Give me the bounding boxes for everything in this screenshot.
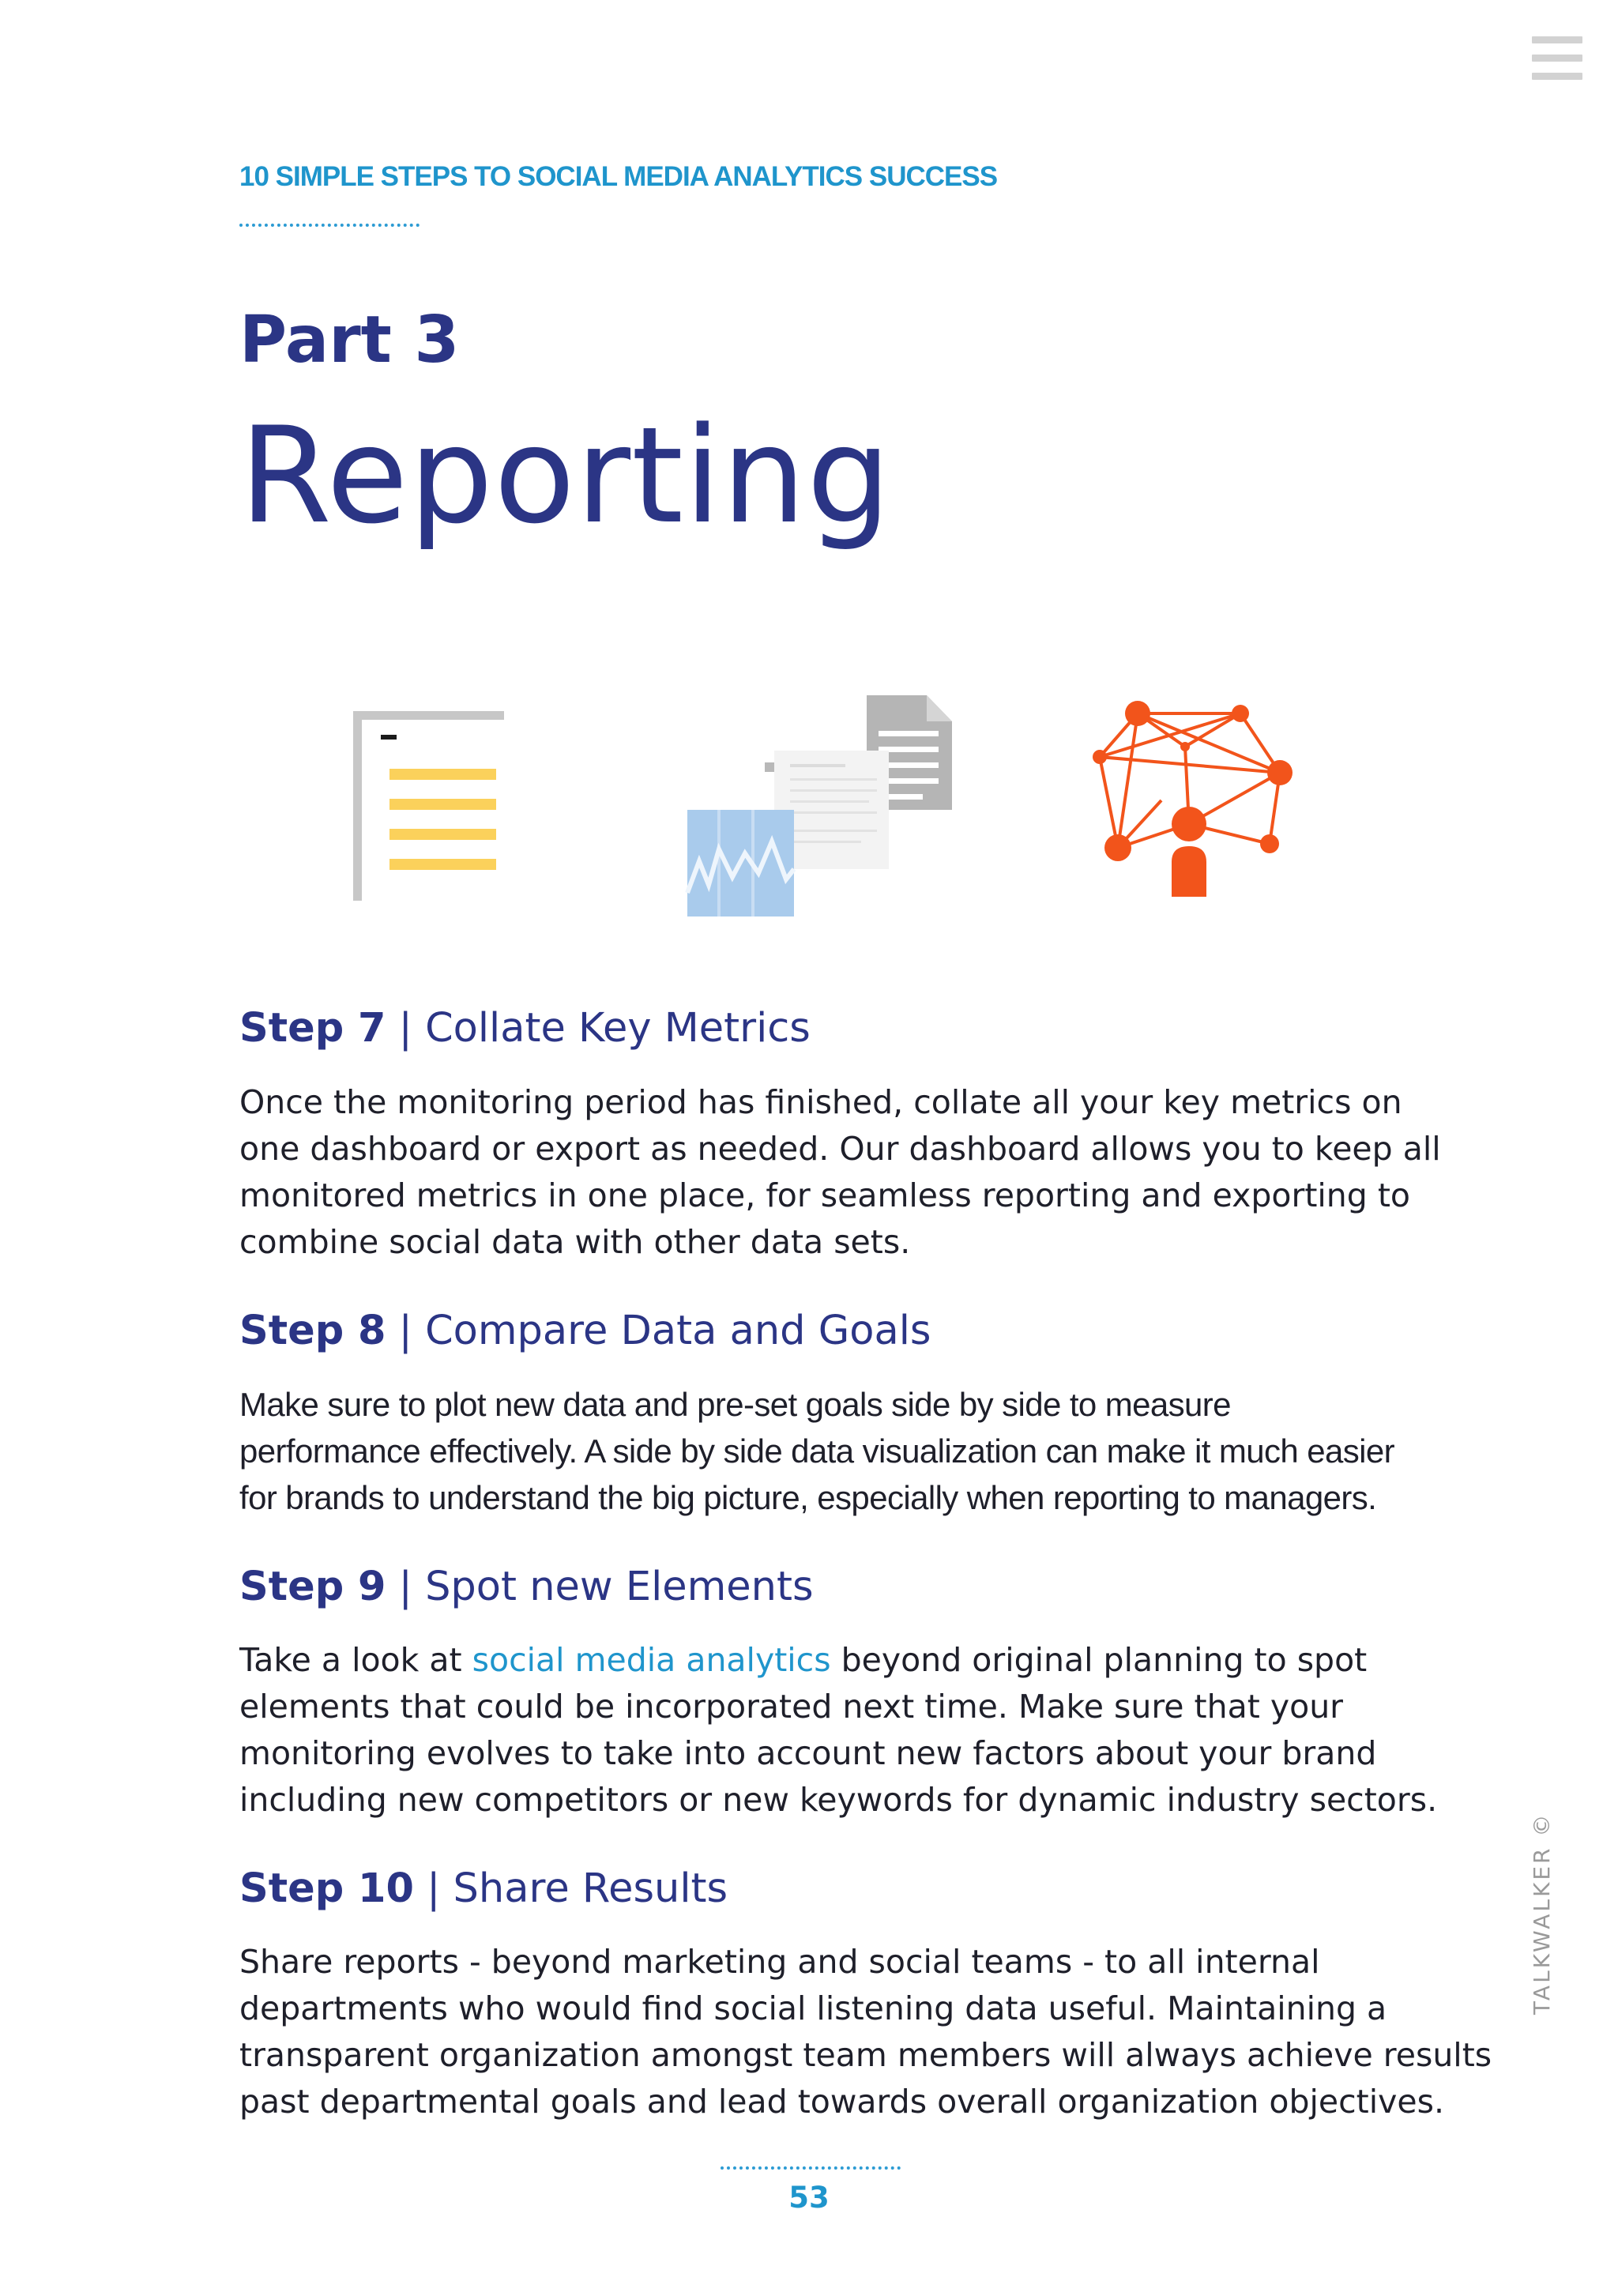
page-number: 53 xyxy=(788,2181,830,2215)
body-line: performance effectively. A side by side data visualization can make it much easier xyxy=(239,1432,1395,1470)
step-title: Compare Data and Goals xyxy=(425,1308,931,1354)
step-8-heading xyxy=(239,1308,931,1354)
menu-bar xyxy=(1532,73,1582,80)
body-line: past departmental goals and lead towards overall organization objectives. xyxy=(239,2083,1445,2121)
body-line xyxy=(239,1637,1440,1684)
charts-documents-icon xyxy=(683,691,956,924)
step-title: Collate Key Metrics xyxy=(425,1005,811,1052)
document-list-icon xyxy=(348,706,510,903)
dotted-divider xyxy=(239,224,420,227)
step-number: Step 9 xyxy=(239,1564,386,1610)
talkwalker-watermark: TALKWALKER © xyxy=(1529,1812,1555,2015)
step-separator: | xyxy=(413,1865,453,1912)
body-line: combine social data with other data sets. xyxy=(239,1223,911,1261)
step-separator: | xyxy=(386,1564,426,1610)
body-line: elements that could be incorporated next time. Make sure that your xyxy=(239,1688,1344,1726)
step-7-body xyxy=(239,1079,1440,1266)
menu-bar xyxy=(1532,36,1582,43)
body-line: transparent organization amongst team members will always achieve results xyxy=(239,2036,1492,2074)
document-eyebrow: 10 SIMPLE STEPS TO SOCIAL MEDIA ANALYTICS SUCCESS xyxy=(239,161,998,192)
step-8-body xyxy=(239,1381,1440,1521)
step-separator: | xyxy=(386,1005,426,1052)
step-10-heading xyxy=(239,1865,728,1912)
body-line: Once the monitoring period has finished, collate all your key metrics on xyxy=(239,1083,1402,1121)
menu-bar xyxy=(1532,55,1582,62)
footer-dotted-divider xyxy=(721,2166,901,2170)
body-text: Take a look at xyxy=(239,1641,472,1679)
body-line: one dashboard or export as needed. Our dashboard allows you to keep all xyxy=(239,1130,1441,1168)
section-title: Reporting xyxy=(239,398,892,553)
body-text: beyond original planning to spot xyxy=(830,1641,1368,1679)
step-title: Share Results xyxy=(453,1865,728,1912)
step-title: Spot new Elements xyxy=(425,1564,814,1610)
step-number: Step 10 xyxy=(239,1865,414,1912)
part-label: Part 3 xyxy=(239,303,460,378)
step-9-body xyxy=(239,1637,1440,1824)
menu-icon[interactable] xyxy=(1532,36,1582,81)
body-line: for brands to understand the big picture, especially when reporting to managers. xyxy=(239,1479,1377,1516)
network-person-icon xyxy=(1082,690,1304,899)
step-9-heading xyxy=(239,1564,814,1610)
body-line: monitored metrics in one place, for seamless reporting and exporting to xyxy=(239,1176,1410,1214)
step-number: Step 8 xyxy=(239,1308,386,1354)
body-line: Share reports - beyond marketing and social teams - to all internal xyxy=(239,1943,1320,1981)
body-line: including new competitors or new keywords for dynamic industry sectors. xyxy=(239,1781,1438,1819)
body-line: Make sure to plot new data and pre-set goals side by side to measure xyxy=(239,1386,1231,1423)
social-media-analytics-link[interactable]: social media analytics xyxy=(472,1641,831,1679)
body-line: departments who would find social listening data useful. Maintaining a xyxy=(239,1989,1387,2027)
step-number: Step 7 xyxy=(239,1005,386,1052)
step-separator: | xyxy=(386,1308,426,1354)
body-line: monitoring evolves to take into account new factors about your brand xyxy=(239,1734,1377,1772)
step-7-heading xyxy=(239,1005,811,1052)
step-10-body xyxy=(239,1939,1492,2125)
